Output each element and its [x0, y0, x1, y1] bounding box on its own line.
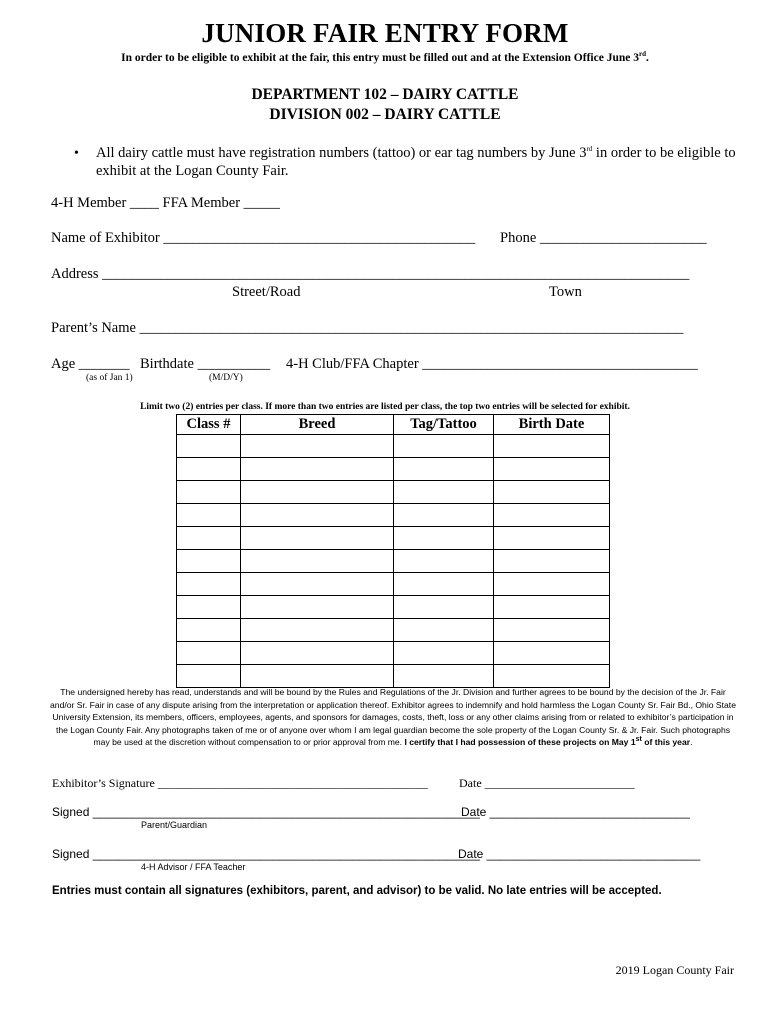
registration-requirement — [96, 144, 736, 180]
legal-end: . — [690, 737, 693, 748]
entry-cell[interactable] — [177, 573, 241, 596]
subtitle-end: . — [645, 52, 649, 64]
footer-year: 2019 Logan County Fair — [615, 963, 734, 977]
entry-cell[interactable] — [394, 435, 494, 458]
entry-cell[interactable] — [241, 619, 394, 642]
advisor-signature-field[interactable]: Signed __________________________________________________________ — [52, 847, 480, 861]
possession-certification — [404, 736, 693, 748]
entry-cell[interactable] — [241, 504, 394, 527]
exhibitor-name-field[interactable]: Name of Exhibitor ___________________________________________ — [51, 230, 476, 246]
entry-cell[interactable] — [177, 435, 241, 458]
exhibitor-date-field[interactable]: Date _________________________ — [459, 776, 635, 790]
entry-cell[interactable] — [494, 481, 610, 504]
entry-cell[interactable] — [494, 504, 610, 527]
town-label: Town — [549, 284, 582, 300]
entry-cell[interactable] — [241, 573, 394, 596]
entry-cell[interactable] — [494, 550, 610, 573]
entry-cell[interactable] — [177, 596, 241, 619]
entry-cell[interactable] — [494, 642, 610, 665]
entry-cell[interactable] — [494, 435, 610, 458]
phone-field[interactable]: Phone _______________________ — [500, 230, 707, 246]
advisor-date-field[interactable]: Date ________________________________ — [458, 847, 701, 861]
certification-text-b: of this year — [641, 737, 691, 748]
form-title: JUNIOR FAIR ENTRY FORM — [201, 18, 569, 48]
entries-header-row — [177, 415, 610, 435]
table-row — [177, 619, 610, 642]
entry-cell[interactable] — [394, 504, 494, 527]
entry-cell[interactable] — [494, 527, 610, 550]
column-tag-tattoo: Tag/Tattoo — [394, 415, 494, 435]
entry-cell[interactable] — [394, 665, 494, 688]
advisor-teacher-label: 4-H Advisor / FFA Teacher — [141, 862, 246, 872]
certification-superscript: st — [635, 736, 642, 744]
table-row — [177, 573, 610, 596]
eligibility-subtitle — [0, 52, 770, 64]
department-heading: DEPARTMENT 102 – DAIRY CATTLE — [251, 86, 519, 103]
street-road-label: Street/Road — [232, 284, 301, 300]
table-row — [177, 642, 610, 665]
club-chapter-field[interactable]: 4-H Club/FFA Chapter ______________________________________ — [286, 356, 698, 372]
entry-cell[interactable] — [177, 527, 241, 550]
entry-cell[interactable] — [494, 665, 610, 688]
signature-requirement-note: Entries must contain all signatures (exhibitors, parent, and advisor) to be valid. No late entries will be accepted. — [52, 885, 662, 897]
entry-cell[interactable] — [394, 481, 494, 504]
table-row — [177, 665, 610, 688]
table-row — [177, 435, 610, 458]
entry-cell[interactable] — [394, 619, 494, 642]
bullet-text-b: in order to be eligible to exhibit at the Logan County Fair. — [96, 145, 736, 179]
parent-date-field[interactable]: Date ______________________________ — [461, 805, 690, 819]
column-birth-date: Birth Date — [494, 415, 610, 435]
exhibitor-signature-field[interactable]: Exhibitor’s Signature _____________________________________________ — [52, 776, 428, 790]
entry-cell[interactable] — [494, 596, 610, 619]
entry-cell[interactable] — [494, 458, 610, 481]
table-row — [177, 550, 610, 573]
address-field[interactable]: Address _________________________________________________________________________________ — [51, 266, 690, 282]
entry-cell[interactable] — [394, 596, 494, 619]
entry-cell[interactable] — [394, 458, 494, 481]
legal-text: The undersigned hereby has read, understands and will be bound by the Rules and Regulations of the Jr. Division and further agrees to be bound by the decision of the Jr. Fair and/or Sr. Fair in case of any dispute arising from the interpretation or application thereof. Exhibitor agrees to indemnify and hold harmless the Logan County Sr. Fair Bd., Ohio State University Extension, its members, officers, employees, agents, and sponsors for damages, costs, theft, loss or any other claims arising from or related to exhibitor’s participation in the Logan County Fair. Any photographs taken of me or of anyone over whom I am legal guardian become the sole property of the Logan County Sr. & Jr. Fair. Such photographs may be used at the discretion without compensation to or prior approval from me. — [50, 687, 736, 748]
entry-cell[interactable] — [177, 665, 241, 688]
entry-cell[interactable] — [494, 619, 610, 642]
entry-cell[interactable] — [494, 573, 610, 596]
age-field[interactable]: Age _______ — [51, 356, 130, 372]
age-note: (as of Jan 1) — [86, 373, 133, 383]
column-class: Class # — [177, 415, 241, 435]
table-row — [177, 527, 610, 550]
table-row — [177, 596, 610, 619]
entry-cell[interactable] — [177, 619, 241, 642]
entry-cell[interactable] — [394, 573, 494, 596]
bullet-point: • — [74, 146, 79, 161]
entry-cell[interactable] — [241, 435, 394, 458]
certification-text-a: I certify that I had possession of these projects on May 1 — [404, 737, 636, 748]
entry-cell[interactable] — [241, 481, 394, 504]
entry-cell[interactable] — [177, 504, 241, 527]
parent-guardian-label: Parent/Guardian — [141, 820, 208, 830]
entry-cell[interactable] — [241, 642, 394, 665]
entry-cell[interactable] — [177, 481, 241, 504]
column-breed: Breed — [241, 415, 394, 435]
entries-body — [177, 435, 610, 688]
entry-cell[interactable] — [177, 642, 241, 665]
liability-agreement — [50, 686, 736, 749]
birthdate-format-note: (M/D/Y) — [209, 373, 243, 383]
entry-limit-note: Limit two (2) entries per class. If more than two entries are listed per class, the top two entries will be selected for exhibit. — [140, 402, 630, 412]
table-row — [177, 458, 610, 481]
parent-signature-field[interactable]: Signed __________________________________________________________ — [52, 805, 480, 819]
entry-cell[interactable] — [394, 527, 494, 550]
entry-cell[interactable] — [241, 665, 394, 688]
bullet-superscript: rd — [586, 145, 593, 154]
entry-cell[interactable] — [177, 550, 241, 573]
parents-name-field[interactable]: Parent’s Name ___________________________________________________________________________ — [51, 320, 684, 336]
bullet-text-a: All dairy cattle must have registration numbers (tattoo) or ear tag numbers by June 3 — [96, 145, 587, 161]
entries-table — [176, 414, 610, 688]
entry-cell[interactable] — [177, 458, 241, 481]
entry-cell[interactable] — [241, 596, 394, 619]
membership-field[interactable]: 4-H Member ____ FFA Member _____ — [51, 195, 280, 211]
table-row — [177, 504, 610, 527]
entry-cell[interactable] — [394, 642, 494, 665]
subtitle-superscript: rd — [638, 50, 646, 59]
subtitle-text: In order to be eligible to exhibit at the fair, this entry must be filled out and at the Extension Office June 3 — [121, 52, 639, 64]
entry-cell[interactable] — [241, 550, 394, 573]
table-row — [177, 481, 610, 504]
entry-cell[interactable] — [241, 527, 394, 550]
division-heading: DIVISION 002 – DAIRY CATTLE — [269, 106, 501, 123]
birthdate-field[interactable]: Birthdate __________ — [140, 356, 271, 372]
entry-cell[interactable] — [241, 458, 394, 481]
entry-cell[interactable] — [394, 550, 494, 573]
